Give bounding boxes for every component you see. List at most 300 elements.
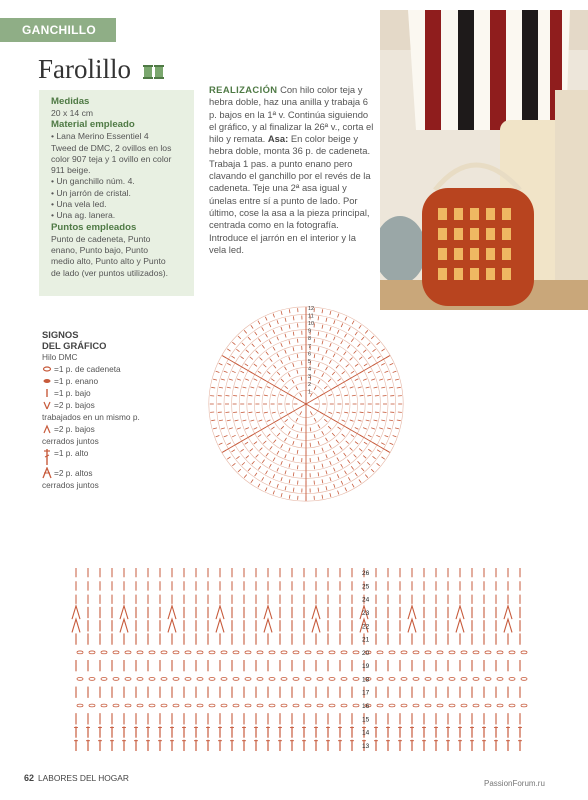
stitch-mark [413, 678, 419, 681]
stitch-mark [257, 678, 263, 681]
stitch-mark [273, 474, 275, 478]
stitch-mark [289, 448, 290, 452]
stitch-mark [137, 651, 143, 654]
stitch-mark [289, 479, 290, 483]
stitch-mark [277, 320, 278, 324]
stitch-mark [277, 433, 280, 436]
stitch-mark [269, 323, 271, 327]
stitch-mark [264, 412, 268, 413]
stitch-mark [401, 651, 407, 654]
puntos-line: de lado (ver puntos utilizados). [51, 267, 169, 278]
stitch-mark [338, 491, 339, 495]
material-line: Tweed de DMC, 2 ovillos en los [51, 142, 172, 153]
round-label: 18 [362, 676, 370, 684]
round-label: 8 [308, 336, 312, 343]
stitch-mark [326, 438, 328, 441]
stitch-mark [221, 428, 225, 429]
stitch-mark [269, 340, 271, 343]
stitch-mark [285, 470, 286, 474]
stitch-mark [245, 442, 248, 444]
stitch-mark [373, 456, 376, 458]
stitch-mark [256, 351, 259, 354]
stitch-mark [285, 438, 287, 441]
sc-increase-symbol-icon [42, 399, 52, 411]
round-label: 20 [362, 649, 370, 657]
stitch-mark [250, 449, 253, 452]
stitch-mark [293, 441, 294, 445]
legend-title-2: DEL GRÁFICO [42, 340, 107, 351]
stitch-mark [381, 363, 385, 365]
stitch-mark [244, 475, 247, 478]
stitch-mark [382, 349, 385, 351]
stitch-mark [269, 678, 275, 681]
stitch-mark [213, 379, 217, 380]
stitch-mark [371, 379, 375, 380]
stitch-mark [322, 464, 323, 468]
stitch-mark [248, 412, 252, 413]
stitch-mark [318, 316, 319, 320]
stitch-mark [314, 387, 316, 390]
stitch-mark [318, 425, 320, 428]
stitch-mark [326, 334, 327, 338]
stitch-mark [333, 337, 335, 341]
stitch-mark [312, 606, 320, 619]
stitch-mark [312, 619, 320, 632]
stitch-mark [285, 350, 286, 354]
stitch-mark [293, 457, 294, 461]
stitch-mark [237, 379, 241, 380]
stitch-mark [330, 493, 331, 497]
legend-item-text: =2 p. bajos [54, 424, 95, 434]
stitch-mark [322, 479, 323, 483]
page-number: 62 [24, 773, 35, 783]
stitch-mark [270, 358, 272, 361]
stitch-mark [363, 379, 367, 381]
material-line: • Una ag. lanera. [51, 210, 116, 221]
legend-item [42, 423, 212, 435]
stitch-mark [256, 454, 259, 457]
stitch-mark [288, 431, 290, 434]
stitch-mark [318, 332, 319, 336]
stitch-mark [351, 371, 354, 373]
stitch-mark [359, 357, 362, 360]
stitch-mark [168, 619, 176, 632]
stitch-mark [255, 332, 257, 335]
stitch-mark [350, 420, 354, 421]
material-line: 911 beige. [51, 165, 91, 176]
stitch-mark [377, 342, 380, 345]
stitch-mark [485, 651, 491, 654]
stitch-mark [359, 449, 362, 452]
stitch-mark [289, 340, 290, 344]
stitch-mark [376, 435, 380, 437]
stitch-mark [281, 444, 283, 447]
stitch-mark [241, 395, 245, 396]
stitch-mark [237, 428, 241, 429]
material-line: • Un jarrón de cristal. [51, 187, 131, 198]
legend-item-text: =1 p. bajo [54, 388, 91, 398]
stitch-mark [245, 704, 251, 707]
medidas-value: 20 x 14 cm [51, 108, 94, 118]
stitch-mark [216, 606, 224, 619]
stitch-mark [300, 411, 302, 414]
legend-item-text: cerrados juntos [42, 480, 99, 490]
stitch-mark [256, 412, 260, 413]
puntos-line: enano, Punto bajo, Punto [51, 244, 148, 255]
stitch-mark [322, 325, 323, 329]
stitch-mark [267, 387, 271, 389]
stitch-mark [211, 387, 215, 388]
stitch-mark [326, 367, 328, 370]
stitch-mark [314, 354, 315, 358]
stitch-mark [395, 379, 399, 380]
stitch-mark [365, 704, 371, 707]
stitch-mark [296, 418, 298, 421]
stitch-mark [293, 347, 294, 351]
stitch-mark [393, 436, 397, 437]
stitch-mark [337, 347, 339, 350]
stitch-mark [219, 443, 223, 445]
stitch-mark [344, 352, 346, 355]
stitch-mark [485, 678, 491, 681]
stitch-mark [250, 420, 254, 421]
legend-title: SIGNOS [42, 329, 79, 340]
stitch-mark [263, 364, 266, 367]
stitch-mark [358, 420, 362, 421]
stitch-mark [497, 704, 503, 707]
stitch-mark [367, 412, 371, 413]
stitch-mark [285, 367, 287, 370]
stitch-mark [221, 678, 227, 681]
stitch-mark [314, 465, 315, 469]
stitch-mark [408, 606, 416, 619]
round-label: 10 [308, 321, 315, 327]
stitch-mark [125, 678, 131, 681]
material-heading: Material empleado [51, 119, 135, 131]
stitch-mark [216, 619, 224, 632]
stitch-mark [355, 473, 357, 476]
stitch-mark [273, 365, 276, 368]
stitch-mark [461, 678, 467, 681]
round-label: 11 [308, 313, 314, 320]
increase-line [222, 404, 306, 453]
stitch-mark [227, 363, 231, 365]
stitch-mark [341, 481, 343, 485]
stitch-mark [318, 441, 319, 445]
stitch-mark [347, 460, 349, 463]
stitch-mark [351, 338, 353, 341]
stitch-mark [161, 678, 167, 681]
stitch-mark [365, 330, 368, 333]
stitch-mark [379, 379, 383, 380]
asa-label: Asa: [267, 133, 289, 145]
stitch-mark [271, 427, 274, 429]
stitch-mark [367, 395, 371, 396]
stitch-mark [377, 463, 380, 466]
yarn-spools-icon [143, 65, 165, 79]
stitch-mark [149, 678, 155, 681]
stitch-mark [281, 704, 287, 707]
stitch-mark [258, 466, 260, 469]
stitch-mark [289, 325, 290, 329]
stitch-mark [333, 354, 335, 357]
stitch-mark [248, 395, 252, 396]
stitch-mark [363, 350, 366, 353]
round-label: 2 [308, 381, 312, 388]
stitch-mark [363, 456, 366, 459]
stitch-mark [367, 343, 370, 346]
stitch-mark [318, 457, 319, 461]
stitch-mark [285, 486, 286, 490]
stitch-mark [281, 379, 284, 382]
stitch-mark [269, 651, 275, 654]
chart-legend [42, 329, 212, 491]
single-crochet-symbol-icon [42, 387, 52, 399]
stitch-mark [364, 364, 367, 366]
stitch-mark [350, 387, 354, 388]
material-list [51, 131, 182, 221]
stitch-mark [245, 678, 251, 681]
stitch-mark [351, 435, 354, 437]
stitch-mark [240, 449, 243, 451]
stitch-mark [330, 311, 331, 315]
stitch-mark [232, 342, 235, 345]
legend-item [42, 479, 212, 491]
stitch-mark [281, 360, 283, 363]
round-label: 23 [362, 610, 370, 617]
stitch-mark [377, 450, 380, 452]
stitch-mark [258, 420, 262, 421]
stitch-mark [149, 651, 155, 654]
stitch-mark [277, 484, 278, 488]
stitch-mark [197, 704, 203, 707]
material-line: color 907 teja y 1 ovillo en color [51, 153, 172, 164]
stitch-mark [393, 371, 397, 372]
stitch-mark [227, 443, 231, 445]
stitch-mark [113, 651, 119, 654]
stitch-mark [255, 473, 257, 476]
stitch-mark [385, 435, 389, 436]
stitch-mark [371, 336, 374, 339]
increase-line [306, 356, 390, 405]
stitch-mark [379, 428, 383, 429]
stitch-mark [473, 704, 479, 707]
stitch-mark [232, 371, 236, 373]
stitch-mark [368, 371, 372, 373]
stitch-mark [338, 427, 341, 429]
stitch-mark [113, 704, 119, 707]
round-label: 14 [362, 729, 370, 737]
stitch-mark [231, 356, 234, 358]
stitch-mark [216, 371, 220, 372]
stitch-mark [328, 394, 332, 395]
stitch-mark [305, 651, 311, 654]
stitch-mark [209, 704, 215, 707]
stitch-mark [330, 461, 332, 465]
stitch-mark [233, 651, 239, 654]
stitch-mark [77, 651, 83, 654]
stitch-mark [242, 462, 245, 465]
stitch-mark [197, 678, 203, 681]
dc-cluster-symbol-icon [42, 467, 52, 479]
stitch-mark [348, 477, 350, 480]
stitch-mark [280, 412, 284, 413]
legend-subtitle [42, 351, 212, 363]
circular-stitch-chart [206, 304, 406, 504]
stitch-mark [224, 435, 228, 436]
stitch-mark [238, 336, 241, 339]
stitch-mark [265, 317, 267, 321]
stitch-mark [149, 704, 155, 707]
stitch-mark [360, 619, 368, 632]
stitch-mark [368, 435, 372, 437]
legend-item-text: =1 p. enano [54, 376, 99, 386]
stitch-mark [232, 463, 235, 466]
stitch-mark [238, 469, 241, 472]
stitch-mark [264, 395, 268, 396]
stitch-mark [173, 678, 179, 681]
round-label: 1 [308, 389, 312, 396]
stitch-mark [359, 325, 361, 328]
stitch-mark [248, 468, 251, 471]
stitch-mark [264, 606, 272, 619]
stitch-mark [227, 387, 231, 388]
stitch-mark [360, 412, 364, 413]
stitch-mark [364, 442, 367, 444]
stitch-mark [264, 619, 272, 632]
stitch-mark [297, 450, 298, 454]
stitch-mark [281, 493, 282, 497]
stitch-mark [221, 379, 225, 380]
stitch-mark [330, 343, 332, 347]
stitch-mark [185, 651, 191, 654]
stitch-mark [288, 373, 290, 376]
round-label: 16 [362, 703, 370, 710]
stitch-mark [376, 371, 380, 373]
stitch-mark [258, 338, 260, 341]
stitch-mark [363, 428, 367, 430]
stitch-mark [293, 488, 294, 492]
stitch-mark [236, 349, 239, 351]
stitch-mark [385, 371, 389, 372]
stitch-mark [137, 678, 143, 681]
material-line: • Una vela led. [51, 199, 107, 210]
stitch-mark [240, 356, 243, 358]
stitch-mark [338, 379, 341, 381]
stitch-mark [273, 440, 276, 443]
stitch-mark [336, 440, 339, 443]
stitch-mark [397, 387, 401, 388]
stitch-mark [272, 412, 276, 413]
watermark: PassionForum.ru [484, 779, 545, 788]
stitch-mark [314, 339, 315, 343]
material-line: • Lana Merino Essentiel 4 [51, 131, 149, 142]
stitch-mark [161, 704, 167, 707]
round-label: 17 [362, 689, 370, 697]
stitch-mark [161, 651, 167, 654]
stitch-mark [221, 704, 227, 707]
stitch-mark [395, 428, 399, 429]
puntos-line: Punto de cadeneta, Punto [51, 233, 151, 244]
stitch-mark [344, 412, 348, 413]
round-label: 25 [362, 583, 370, 591]
stitch-mark [344, 453, 346, 456]
stitch-mark [330, 477, 331, 481]
stitch-mark [437, 651, 443, 654]
stitch-mark [437, 678, 443, 681]
stitch-mark [262, 477, 264, 480]
stitch-mark [367, 462, 370, 465]
stitch-mark [250, 357, 253, 360]
stitch-mark [374, 420, 378, 421]
stitch-mark [213, 428, 217, 429]
stitch-mark [497, 678, 503, 681]
stitch-mark [245, 379, 249, 381]
magazine-name: LABORES DEL HOGAR [38, 773, 129, 783]
stitch-mark [360, 395, 364, 396]
stitch-mark [293, 678, 299, 681]
puntos-line: medio alto, Punto alto y Punto [51, 256, 166, 267]
stitch-mark [173, 651, 179, 654]
stitch-mark [340, 446, 342, 449]
stitch-mark [209, 678, 215, 681]
stitch-mark [273, 491, 274, 495]
stitch-mark [245, 428, 249, 430]
stitch-mark [89, 678, 95, 681]
stitch-mark [281, 327, 282, 331]
stitch-mark [258, 387, 262, 388]
stitch-mark [355, 364, 358, 366]
stitch-mark [461, 651, 467, 654]
stitch-mark [293, 363, 294, 367]
stitch-mark [120, 606, 128, 619]
stitch-mark [389, 651, 395, 654]
stitch-mark [360, 606, 368, 619]
stitch-mark [521, 678, 527, 681]
stitch-mark [258, 484, 260, 487]
stitch-mark [365, 651, 371, 654]
realizacion-heading: REALIZACIÓN [209, 84, 278, 95]
stitch-mark [296, 387, 298, 390]
stitch-mark [273, 314, 274, 318]
legend-item-text: cerrados juntos [42, 436, 99, 446]
stitch-mark [185, 678, 191, 681]
stitch-mark [267, 434, 270, 437]
round-label: 15 [362, 716, 370, 724]
stitch-mark [390, 363, 394, 365]
stitch-mark [377, 704, 383, 707]
stitch-mark [346, 364, 349, 367]
stitch-mark [504, 619, 512, 632]
stitch-mark [425, 678, 431, 681]
stitch-mark [389, 704, 395, 707]
stitch-mark [365, 678, 371, 681]
stitch-mark [216, 436, 220, 437]
stitch-mark [233, 704, 239, 707]
stitch-mark [277, 451, 279, 454]
stitch-mark [317, 651, 323, 654]
stitch-mark [269, 481, 271, 485]
stitch-mark [355, 332, 357, 335]
stitch-mark [348, 327, 350, 330]
stitch-mark [257, 651, 263, 654]
stitch-mark [337, 330, 339, 334]
stitch-mark [297, 354, 298, 358]
stitch-mark [310, 427, 311, 431]
stitch-mark [333, 451, 335, 454]
stitch-mark [285, 386, 288, 389]
legend-item [42, 363, 212, 375]
